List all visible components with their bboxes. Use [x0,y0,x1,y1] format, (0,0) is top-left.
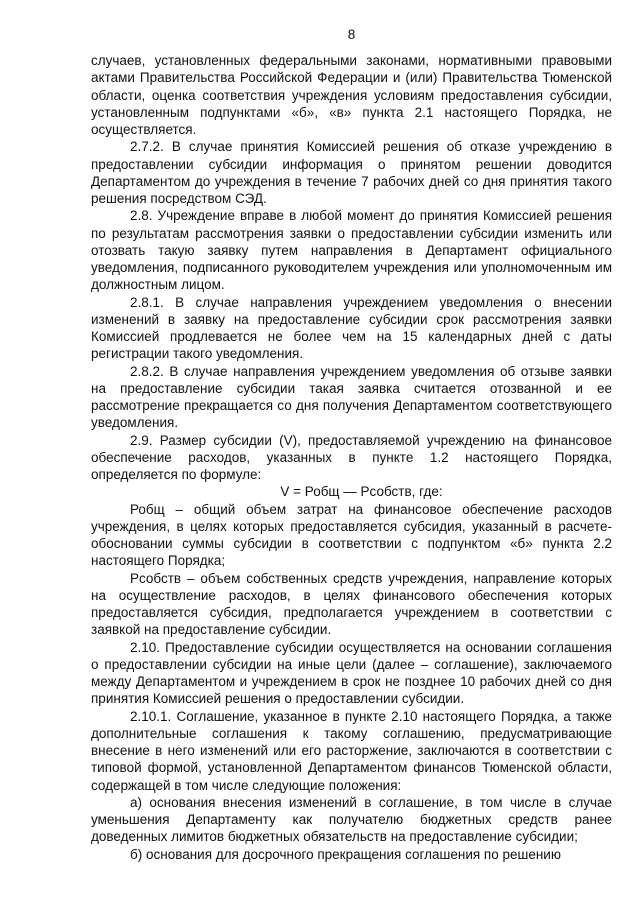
paragraph-2-8-1: 2.8.1. В случае направления учреждением уведомления о внесении изменений в заявку на предоставление субсидии срок рассмотрения заявки Комиссией продлевается не более чем на 15 календарных дней с даты регистрации такого уведомления. [91,294,612,362]
paragraph-2-8-2: 2.8.2. В случае направления учреждением уведомления об отзыве заявки на предоставление субсидии такая заявка считается отозванной и ее рассмотрение прекращается со дня получения Департаментом соответствующего уведомления. [91,363,612,431]
page-number: 8 [347,27,356,42]
paragraph-continuation: случаев, установленных федеральными законами, нормативными правовыми актами Правительства Российской Федерации и (или) Правительства Тюменской области, оценка соответствия учреждения условиям предоставления субсидии, установленным подпунктами «б», «в» пункта 2.1 настоящего Порядка, не осуществляется. [91,53,612,137]
paragraph-2-9: 2.9. Размер субсидии (V), предоставляемой учреждению на финансовое обеспечение расходов, указанных в пункте 1.2 настоящего Порядка, определяется по формуле: [91,432,612,482]
subsidy-formula: V = Робщ — Рсобств, где: [280,484,443,500]
paragraph-2-7-2: 2.7.2. В случае принятия Комиссией решения об отказе учреждению в предоставлении субсидии информация о принятом решении доводится Департаментом до учреждения в течение 7 рабочих дней со дня принятия такого решения посредством СЭД. [91,139,612,206]
list-item-b: б) основания для досрочного прекращения соглашения по решению [130,846,561,862]
document-body [91,52,612,863]
paragraph-2-8: 2.8. Учреждение вправе в любой момент до принятия Комиссией решения по результатам рассмотрения заявки о предоставлении субсидии изменить или отозвать такую заявку путем направления в Департамент официального уведомления, подписанного руководителем учреждения или уполномоченным им должностным лицом. [91,208,612,293]
list-item-a: а) основания внесения изменений в соглашение, в том числе в случае уменьшения Департаменту как получателю бюджетных средств ранее доведенных лимитов бюджетных обязательств на предоставление субсидии; [91,794,612,845]
paragraph-robshch-definition: Робщ – общий объем затрат на финансовое обеспечение расходов учреждения, в целях которых предоставляется субсидия, указанный в расчете-обосновании суммы субсидии в соответствии с подпунктом «б» пункта 2.2 настоящего Порядка; [91,501,612,569]
paragraph-2-10: 2.10. Предоставление субсидии осуществляется на основании соглашения о предоставлении субсидии на иные цели (далее – соглашение), заключаемого между Департаментом и учреждением в срок не позднее 10 рабочих дней со дня принятия Комиссией решения о предоставлении субсидии. [91,639,612,707]
document-page [91,26,612,896]
paragraph-rsobstv-definition: Рсобств – объем собственных средств учреждения, направление которых на осуществление расходов, в целях финансового обеспечения которых предоставляется субсидия, предполагается учреждением в соответствии с заявкой на предоставление субсидии. [91,570,612,638]
paragraph-2-10-1: 2.10.1. Соглашение, указанное в пункте 2.10 настоящего Порядка, а также дополнительные соглашения к такому соглашению, предусматривающие внесение в него изменений или его расторжение, заключаются в соответствии с типовой формой, установленной Департаментом финансов Тюменской области, содержащей в том числе следующие положения: [91,708,612,793]
